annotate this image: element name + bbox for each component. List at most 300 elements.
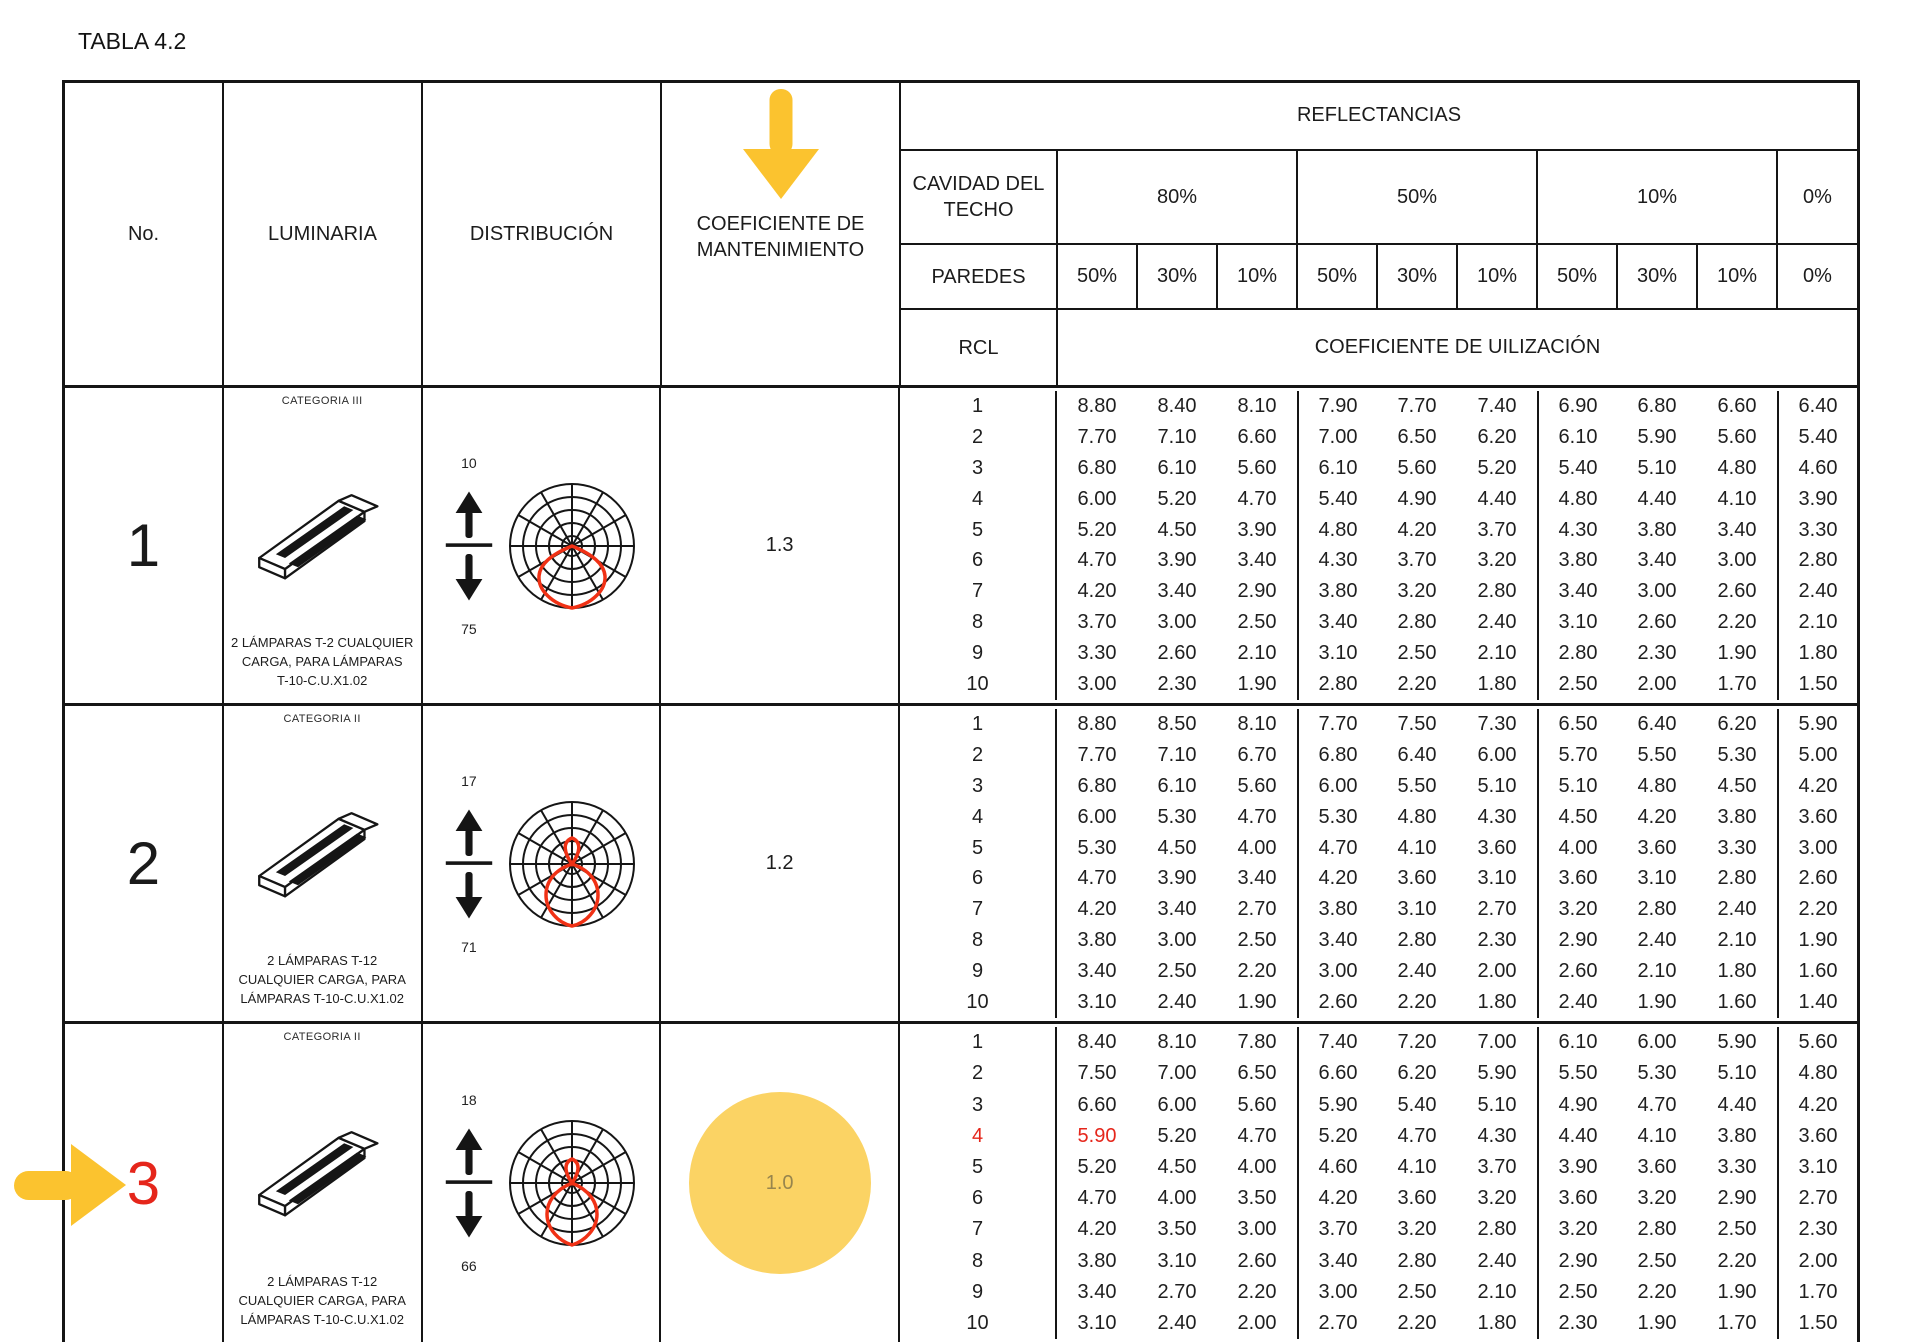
- caption-line: CUALQUIER CARGA, PARA: [238, 1293, 406, 1309]
- cu-value: 5.20: [1297, 1121, 1377, 1152]
- cu-value: 6.40: [1637, 712, 1677, 735]
- cu-value: 2.90: [1537, 925, 1617, 956]
- cu-value: 1.80: [1777, 638, 1857, 669]
- cu-value: 4.70: [1077, 1187, 1117, 1210]
- table-row: [900, 987, 1857, 1018]
- cu-value: 3.40: [1077, 960, 1117, 983]
- cu-value: 8.80: [1077, 394, 1117, 417]
- caption-line: 2 LÁMPARAS T-12: [267, 953, 378, 969]
- cu-value: 2.50: [1537, 669, 1617, 700]
- cu-value: 3.20: [1477, 549, 1517, 572]
- cu-value: 5.90: [1777, 709, 1857, 740]
- table-row: [900, 771, 1857, 802]
- cu-value: 3.90: [1777, 484, 1857, 515]
- luminaire-drawing-icon: [247, 804, 397, 924]
- cu-value: 5.50: [1397, 774, 1437, 797]
- cu-value: 8.40: [1157, 394, 1197, 417]
- cu-value: 3.00: [1157, 611, 1197, 634]
- dist-top-value: 10: [461, 454, 477, 471]
- cu-value: 2.40: [1477, 611, 1517, 634]
- paredes-col: 0%: [1803, 265, 1832, 288]
- coefficients-table: [62, 80, 1860, 1342]
- cu-value: 2.80: [1717, 867, 1757, 890]
- cu-value: 4.70: [1637, 1093, 1677, 1116]
- cu-value: 7.70: [1397, 394, 1437, 417]
- paredes-col: 10%: [1218, 245, 1298, 308]
- cu-value: 4.80: [1777, 1058, 1857, 1089]
- up-down-arrows-icon: [444, 805, 494, 923]
- table-row: [900, 546, 1857, 577]
- cu-value: 2.20: [1237, 1280, 1277, 1303]
- cu-value: 1.80: [1477, 991, 1517, 1014]
- cu-value: 4.40: [1477, 487, 1517, 510]
- paredes-col: 50%: [1058, 245, 1138, 308]
- caption-line: LÁMPARAS T-10-C.U.X1.02: [240, 991, 404, 1007]
- rcl-value: 1: [900, 709, 1057, 740]
- cu-value: 6.40: [1777, 391, 1857, 422]
- cu-value: 7.00: [1297, 422, 1377, 453]
- cu-value: 4.70: [1077, 867, 1117, 890]
- cu-value: 6.00: [1077, 487, 1117, 510]
- rcl-value: 7: [900, 1214, 1057, 1245]
- cu-value: 4.30: [1477, 1124, 1517, 1147]
- cu-value: 3.80: [1297, 576, 1377, 607]
- cu-value: 3.40: [1537, 576, 1617, 607]
- table-row: [900, 1214, 1857, 1245]
- cu-value: 2.00: [1237, 1311, 1277, 1334]
- cu-value: 2.50: [1397, 1280, 1437, 1303]
- cu-value: 3.00: [1637, 580, 1677, 603]
- cu-value: 4.80: [1537, 484, 1617, 515]
- rcl-value: 6: [900, 546, 1057, 577]
- cu-value: 5.20: [1157, 1124, 1197, 1147]
- cu-value: 7.50: [1077, 1062, 1117, 1085]
- cu-value: 1.90: [1717, 1280, 1757, 1303]
- cu-value: 2.50: [1537, 1277, 1617, 1308]
- cu-value: 4.90: [1537, 1089, 1617, 1120]
- cu-value: 5.60: [1397, 456, 1437, 479]
- table-row: [900, 1089, 1857, 1120]
- cu-value: 3.10: [1537, 607, 1617, 638]
- cu-value: 3.80: [1077, 929, 1117, 952]
- cu-value: 2.80: [1777, 546, 1857, 577]
- cu-value: 4.50: [1157, 518, 1197, 541]
- cu-value: 4.10: [1717, 487, 1757, 510]
- luminaria-cell: [224, 388, 423, 703]
- table-row: [900, 864, 1857, 895]
- cu-value: 4.50: [1157, 836, 1197, 859]
- cu-value: 2.70: [1297, 1308, 1377, 1339]
- cu-value: 4.70: [1297, 833, 1377, 864]
- table-row: [900, 1027, 1857, 1058]
- cu-value: 7.70: [1297, 709, 1377, 740]
- cu-value: 6.50: [1537, 709, 1617, 740]
- cu-value: 2.70: [1777, 1183, 1857, 1214]
- cu-value: 3.10: [1297, 638, 1377, 669]
- cu-value: 5.40: [1777, 422, 1857, 453]
- cu-value: 2.10: [1777, 607, 1857, 638]
- cu-value: 1.50: [1777, 1308, 1857, 1339]
- cu-value: 4.50: [1157, 1155, 1197, 1178]
- cu-value: 3.40: [1637, 549, 1677, 572]
- cu-value: 3.60: [1397, 1187, 1437, 1210]
- cu-value: 2.20: [1777, 894, 1857, 925]
- cu-value: 6.80: [1637, 394, 1677, 417]
- cu-value: 2.10: [1477, 1280, 1517, 1303]
- rcl-value: 9: [900, 1277, 1057, 1308]
- cu-data-grid: [900, 1024, 1857, 1342]
- header-luminaria: LUMINARIA: [224, 83, 423, 385]
- cu-value: 7.40: [1477, 394, 1517, 417]
- header-paredes: PAREDES: [901, 245, 1058, 308]
- cu-value: 2.40: [1157, 991, 1197, 1014]
- table-row: [900, 638, 1857, 669]
- paredes-row: [901, 245, 1857, 310]
- cu-value: 2.90: [1537, 1245, 1617, 1276]
- cu-value: 1.80: [1717, 960, 1757, 983]
- cu-value: 3.40: [1157, 580, 1197, 603]
- cu-value: 4.20: [1397, 518, 1437, 541]
- cu-value: 6.10: [1537, 1027, 1617, 1058]
- up-down-arrows-icon: [444, 487, 494, 605]
- cu-value: 6.00: [1297, 771, 1377, 802]
- cu-value: 7.50: [1397, 712, 1437, 735]
- cu-value: 2.20: [1397, 1311, 1437, 1334]
- cu-value: 4.80: [1717, 456, 1757, 479]
- cu-value: 5.60: [1237, 774, 1277, 797]
- cu-value: 4.50: [1537, 802, 1617, 833]
- cu-value: 5.30: [1637, 1062, 1677, 1085]
- cu-value: 3.20: [1477, 1187, 1517, 1210]
- cu-value: 2.60: [1157, 642, 1197, 665]
- cu-value: 5.90: [1297, 1089, 1377, 1120]
- cu-value: 4.30: [1297, 546, 1377, 577]
- cu-value: 4.50: [1717, 774, 1757, 797]
- rcl-value: 8: [900, 607, 1057, 638]
- cu-value: 6.60: [1077, 1093, 1117, 1116]
- cu-value: 2.90: [1237, 580, 1277, 603]
- cu-value: 4.40: [1717, 1093, 1757, 1116]
- cu-value: 2.70: [1157, 1280, 1197, 1303]
- cu-value: 5.10: [1637, 456, 1677, 479]
- table-row: [900, 484, 1857, 515]
- cu-value: 6.20: [1397, 1062, 1437, 1085]
- paredes-col: 10%: [1458, 245, 1538, 308]
- cu-value: 3.60: [1477, 836, 1517, 859]
- cu-value: 5.10: [1537, 771, 1617, 802]
- cu-value: 2.20: [1717, 1249, 1757, 1272]
- cu-value: 3.00: [1297, 1277, 1377, 1308]
- dist-top-value: 18: [461, 1092, 477, 1108]
- cu-value: 2.00: [1777, 1245, 1857, 1276]
- cu-value: 3.20: [1537, 1214, 1617, 1245]
- cu-value: 3.40: [1157, 898, 1197, 921]
- cu-value: 5.70: [1537, 740, 1617, 771]
- cu-value: 2.00: [1637, 673, 1677, 696]
- cu-value: 5.10: [1477, 1093, 1517, 1116]
- cu-value: 3.70: [1477, 1155, 1517, 1178]
- cu-value: 2.20: [1397, 673, 1437, 696]
- cu-value: 3.20: [1537, 894, 1617, 925]
- up-down-arrows-icon: [444, 1124, 494, 1242]
- cu-value: 2.60: [1237, 1249, 1277, 1272]
- cu-value: 4.20: [1297, 864, 1377, 895]
- cu-value: 2.50: [1237, 611, 1277, 634]
- cu-value: 3.00: [1297, 956, 1377, 987]
- cu-value: 4.40: [1537, 1121, 1617, 1152]
- cu-value: 2.30: [1477, 929, 1517, 952]
- table-row: [900, 453, 1857, 484]
- cu-value: 4.10: [1637, 1124, 1677, 1147]
- cu-value: 6.00: [1477, 743, 1517, 766]
- cu-value: 6.00: [1077, 805, 1117, 828]
- dist-top-value: 17: [461, 772, 477, 789]
- cu-value: 5.10: [1477, 774, 1517, 797]
- coeficiente-cell: 1.3: [661, 388, 900, 703]
- cu-value: 5.20: [1157, 487, 1197, 510]
- cu-value: 4.20: [1077, 580, 1117, 603]
- cu-value: 3.60: [1637, 836, 1677, 859]
- luminaire-section-3: [65, 1024, 1857, 1342]
- cu-value: 2.30: [1157, 673, 1197, 696]
- cu-value: 3.10: [1397, 898, 1437, 921]
- cu-value: 5.90: [1477, 1062, 1517, 1085]
- rcl-value: 9: [900, 956, 1057, 987]
- cu-value: 2.30: [1537, 1308, 1617, 1339]
- cu-value: 1.90: [1237, 673, 1277, 696]
- cavidad-row: [901, 151, 1857, 246]
- paredes-col: 30%: [1138, 245, 1218, 308]
- rcl-value: 2: [900, 740, 1057, 771]
- table-row: [900, 1058, 1857, 1089]
- cu-value: 3.60: [1777, 802, 1857, 833]
- cu-value: 4.00: [1237, 1155, 1277, 1178]
- caption-line: 2 LÁMPARAS T-12: [267, 1274, 378, 1290]
- cu-value: 5.20: [1477, 456, 1517, 479]
- polar-distribution-diagram: [506, 798, 638, 930]
- cu-value: 3.20: [1397, 1218, 1437, 1241]
- categoria-label: CATEGORIA II: [283, 713, 361, 725]
- cu-value: 3.60: [1637, 1155, 1677, 1178]
- table-row: [900, 1183, 1857, 1214]
- cu-value: 3.90: [1237, 518, 1277, 541]
- rcl-value: 2: [900, 1058, 1057, 1089]
- cu-value: 2.10: [1237, 642, 1277, 665]
- cu-value: 2.80: [1537, 638, 1617, 669]
- rcl-value: 5: [900, 833, 1057, 864]
- cu-value: 3.90: [1157, 867, 1197, 890]
- cu-value: 4.80: [1637, 774, 1677, 797]
- cu-value: 3.60: [1537, 864, 1617, 895]
- cu-value: 8.40: [1077, 1031, 1117, 1054]
- cu-value: 2.60: [1717, 580, 1757, 603]
- cu-value: 1.50: [1777, 669, 1857, 700]
- cu-value: 3.80: [1637, 518, 1677, 541]
- polar-distribution-diagram: [506, 1117, 638, 1249]
- cu-value: 1.70: [1717, 1311, 1757, 1334]
- header-distribucion: DISTRIBUCIÓN: [423, 83, 662, 385]
- table-row: [900, 515, 1857, 546]
- rcl-value: 2: [900, 422, 1057, 453]
- caption-line: T-10-C.U.X1.02: [277, 673, 368, 689]
- cu-value: 7.70: [1077, 425, 1117, 448]
- cu-value: 2.00: [1477, 960, 1517, 983]
- paredes-col: 30%: [1618, 245, 1698, 308]
- cu-value: 2.80: [1477, 1218, 1517, 1241]
- cu-value: 4.20: [1777, 1089, 1857, 1120]
- cu-value: 7.00: [1477, 1031, 1517, 1054]
- cu-value: 8.80: [1077, 712, 1117, 735]
- cu-value: 4.20: [1777, 771, 1857, 802]
- cu-value: 3.10: [1477, 867, 1517, 890]
- cu-value: 3.40: [1297, 925, 1377, 956]
- table-header: [65, 83, 1857, 388]
- cu-value: 4.70: [1237, 805, 1277, 828]
- cu-value: 4.60: [1297, 1152, 1377, 1183]
- cu-value: 6.80: [1297, 740, 1377, 771]
- paredes-col: 10%: [1698, 245, 1778, 308]
- cu-value: 3.40: [1237, 867, 1277, 890]
- cu-value: 2.50: [1157, 960, 1197, 983]
- rcl-value: 4: [900, 484, 1057, 515]
- polar-distribution-diagram: [506, 480, 638, 612]
- paredes-col: 50%: [1298, 245, 1378, 308]
- dist-bottom-value: 75: [461, 620, 477, 637]
- cu-value: 3.40: [1297, 1245, 1377, 1276]
- cu-value: 6.50: [1237, 1062, 1277, 1085]
- table-row: [900, 802, 1857, 833]
- cu-value: 4.70: [1077, 549, 1117, 572]
- cu-value: 7.00: [1157, 1062, 1197, 1085]
- table-row: [900, 1152, 1857, 1183]
- cu-value: 7.80: [1237, 1031, 1277, 1054]
- rcl-value: 6: [900, 1183, 1057, 1214]
- categoria-label: CATEGORIA II: [283, 1031, 361, 1043]
- cu-value: 6.10: [1297, 453, 1377, 484]
- cu-value: 3.10: [1157, 1249, 1197, 1272]
- cu-value: 4.00: [1237, 836, 1277, 859]
- cu-value: 2.70: [1477, 898, 1517, 921]
- cu-value: 5.30: [1717, 743, 1757, 766]
- luminaire-section-1: [65, 388, 1857, 706]
- cu-value: 7.30: [1477, 712, 1517, 735]
- cu-value: 6.60: [1717, 394, 1757, 417]
- cu-value: 1.70: [1717, 673, 1757, 696]
- rcl-value: 10: [900, 669, 1057, 700]
- cu-value: 8.10: [1237, 394, 1277, 417]
- coeficiente-cell: 1.2: [661, 706, 900, 1021]
- cu-value: 3.80: [1077, 1249, 1117, 1272]
- cu-value: 2.40: [1477, 1249, 1517, 1272]
- table-row: [900, 709, 1857, 740]
- header-coeficiente: [662, 83, 901, 385]
- cu-value: 4.40: [1637, 487, 1677, 510]
- cu-value: 6.20: [1477, 425, 1517, 448]
- cu-value: 3.20: [1397, 580, 1437, 603]
- header-no: No.: [65, 83, 224, 385]
- cu-value: 1.90: [1717, 642, 1757, 665]
- cu-value: 2.40: [1157, 1311, 1197, 1334]
- cu-value: 5.50: [1637, 743, 1677, 766]
- cu-value: 1.90: [1637, 991, 1677, 1014]
- header-reflectancias: REFLECTANCIAS: [901, 83, 1857, 151]
- header-coeficiente-label: COEFICIENTE DE MANTENIMIENTO: [696, 213, 865, 261]
- cu-value: 2.80: [1397, 611, 1437, 634]
- cu-value: 5.60: [1717, 425, 1757, 448]
- cu-value: 2.60: [1777, 864, 1857, 895]
- cu-value: 5.40: [1297, 484, 1377, 515]
- cu-value: 3.60: [1397, 867, 1437, 890]
- table-row: [900, 1121, 1857, 1152]
- cu-value: 3.80: [1297, 894, 1377, 925]
- cu-value: 5.60: [1237, 456, 1277, 479]
- cu-value: 4.10: [1397, 1155, 1437, 1178]
- cu-value: 3.60: [1537, 1183, 1617, 1214]
- cu-value: 7.70: [1077, 743, 1117, 766]
- cu-value: 2.20: [1717, 611, 1757, 634]
- rcl-value: 8: [900, 1245, 1057, 1276]
- cu-value: 7.90: [1297, 391, 1377, 422]
- cu-value: 1.90: [1637, 1311, 1677, 1334]
- coeficiente-cell: [661, 1024, 900, 1342]
- luminaire-caption: [224, 634, 421, 691]
- cu-value: 3.50: [1157, 1218, 1197, 1241]
- cu-value: 3.50: [1237, 1187, 1277, 1210]
- rcl-value: 10: [900, 987, 1057, 1018]
- table-row: [900, 956, 1857, 987]
- table-row: [900, 422, 1857, 453]
- cu-value: 5.20: [1077, 1155, 1117, 1178]
- table-row: [900, 391, 1857, 422]
- cu-value: 3.30: [1077, 642, 1117, 665]
- cu-value: 2.30: [1777, 1214, 1857, 1245]
- cu-value: 1.60: [1717, 991, 1757, 1014]
- cu-value: 5.20: [1077, 518, 1117, 541]
- cu-value: 2.80: [1397, 1249, 1437, 1272]
- luminaire-caption: [224, 952, 421, 1009]
- cu-value: 3.40: [1297, 607, 1377, 638]
- cu-value: 6.50: [1397, 425, 1437, 448]
- cu-data-grid: [900, 388, 1857, 703]
- cu-value: 2.10: [1477, 642, 1517, 665]
- group-50: 50%: [1298, 151, 1538, 244]
- cu-value: 3.70: [1077, 611, 1117, 634]
- cu-value: 4.80: [1297, 515, 1377, 546]
- cu-value: 2.20: [1237, 960, 1277, 983]
- cu-value: 2.80: [1637, 1218, 1677, 1241]
- cu-value: 3.00: [1237, 1218, 1277, 1241]
- cu-value: 5.30: [1157, 805, 1197, 828]
- cu-value: 5.10: [1717, 1062, 1757, 1085]
- cu-value: 7.10: [1157, 743, 1197, 766]
- rcl-value: 6: [900, 864, 1057, 895]
- cu-value: 6.20: [1717, 712, 1757, 735]
- reflectancias-header: [901, 83, 1857, 385]
- table-row: [900, 669, 1857, 700]
- luminaire-drawing-icon: [247, 486, 397, 606]
- cu-value: 3.10: [1637, 867, 1677, 890]
- cu-value: 2.50: [1637, 1249, 1677, 1272]
- cu-value: 5.60: [1237, 1093, 1277, 1116]
- rcl-value: 9: [900, 638, 1057, 669]
- cu-value: 1.40: [1777, 987, 1857, 1018]
- page-title: TABLA 4.2: [78, 28, 187, 54]
- rcl-row: [901, 310, 1857, 385]
- cu-value: 3.40: [1237, 549, 1277, 572]
- cu-value: 1.80: [1477, 673, 1517, 696]
- rcl-value: 1: [900, 1027, 1057, 1058]
- table-row: [900, 925, 1857, 956]
